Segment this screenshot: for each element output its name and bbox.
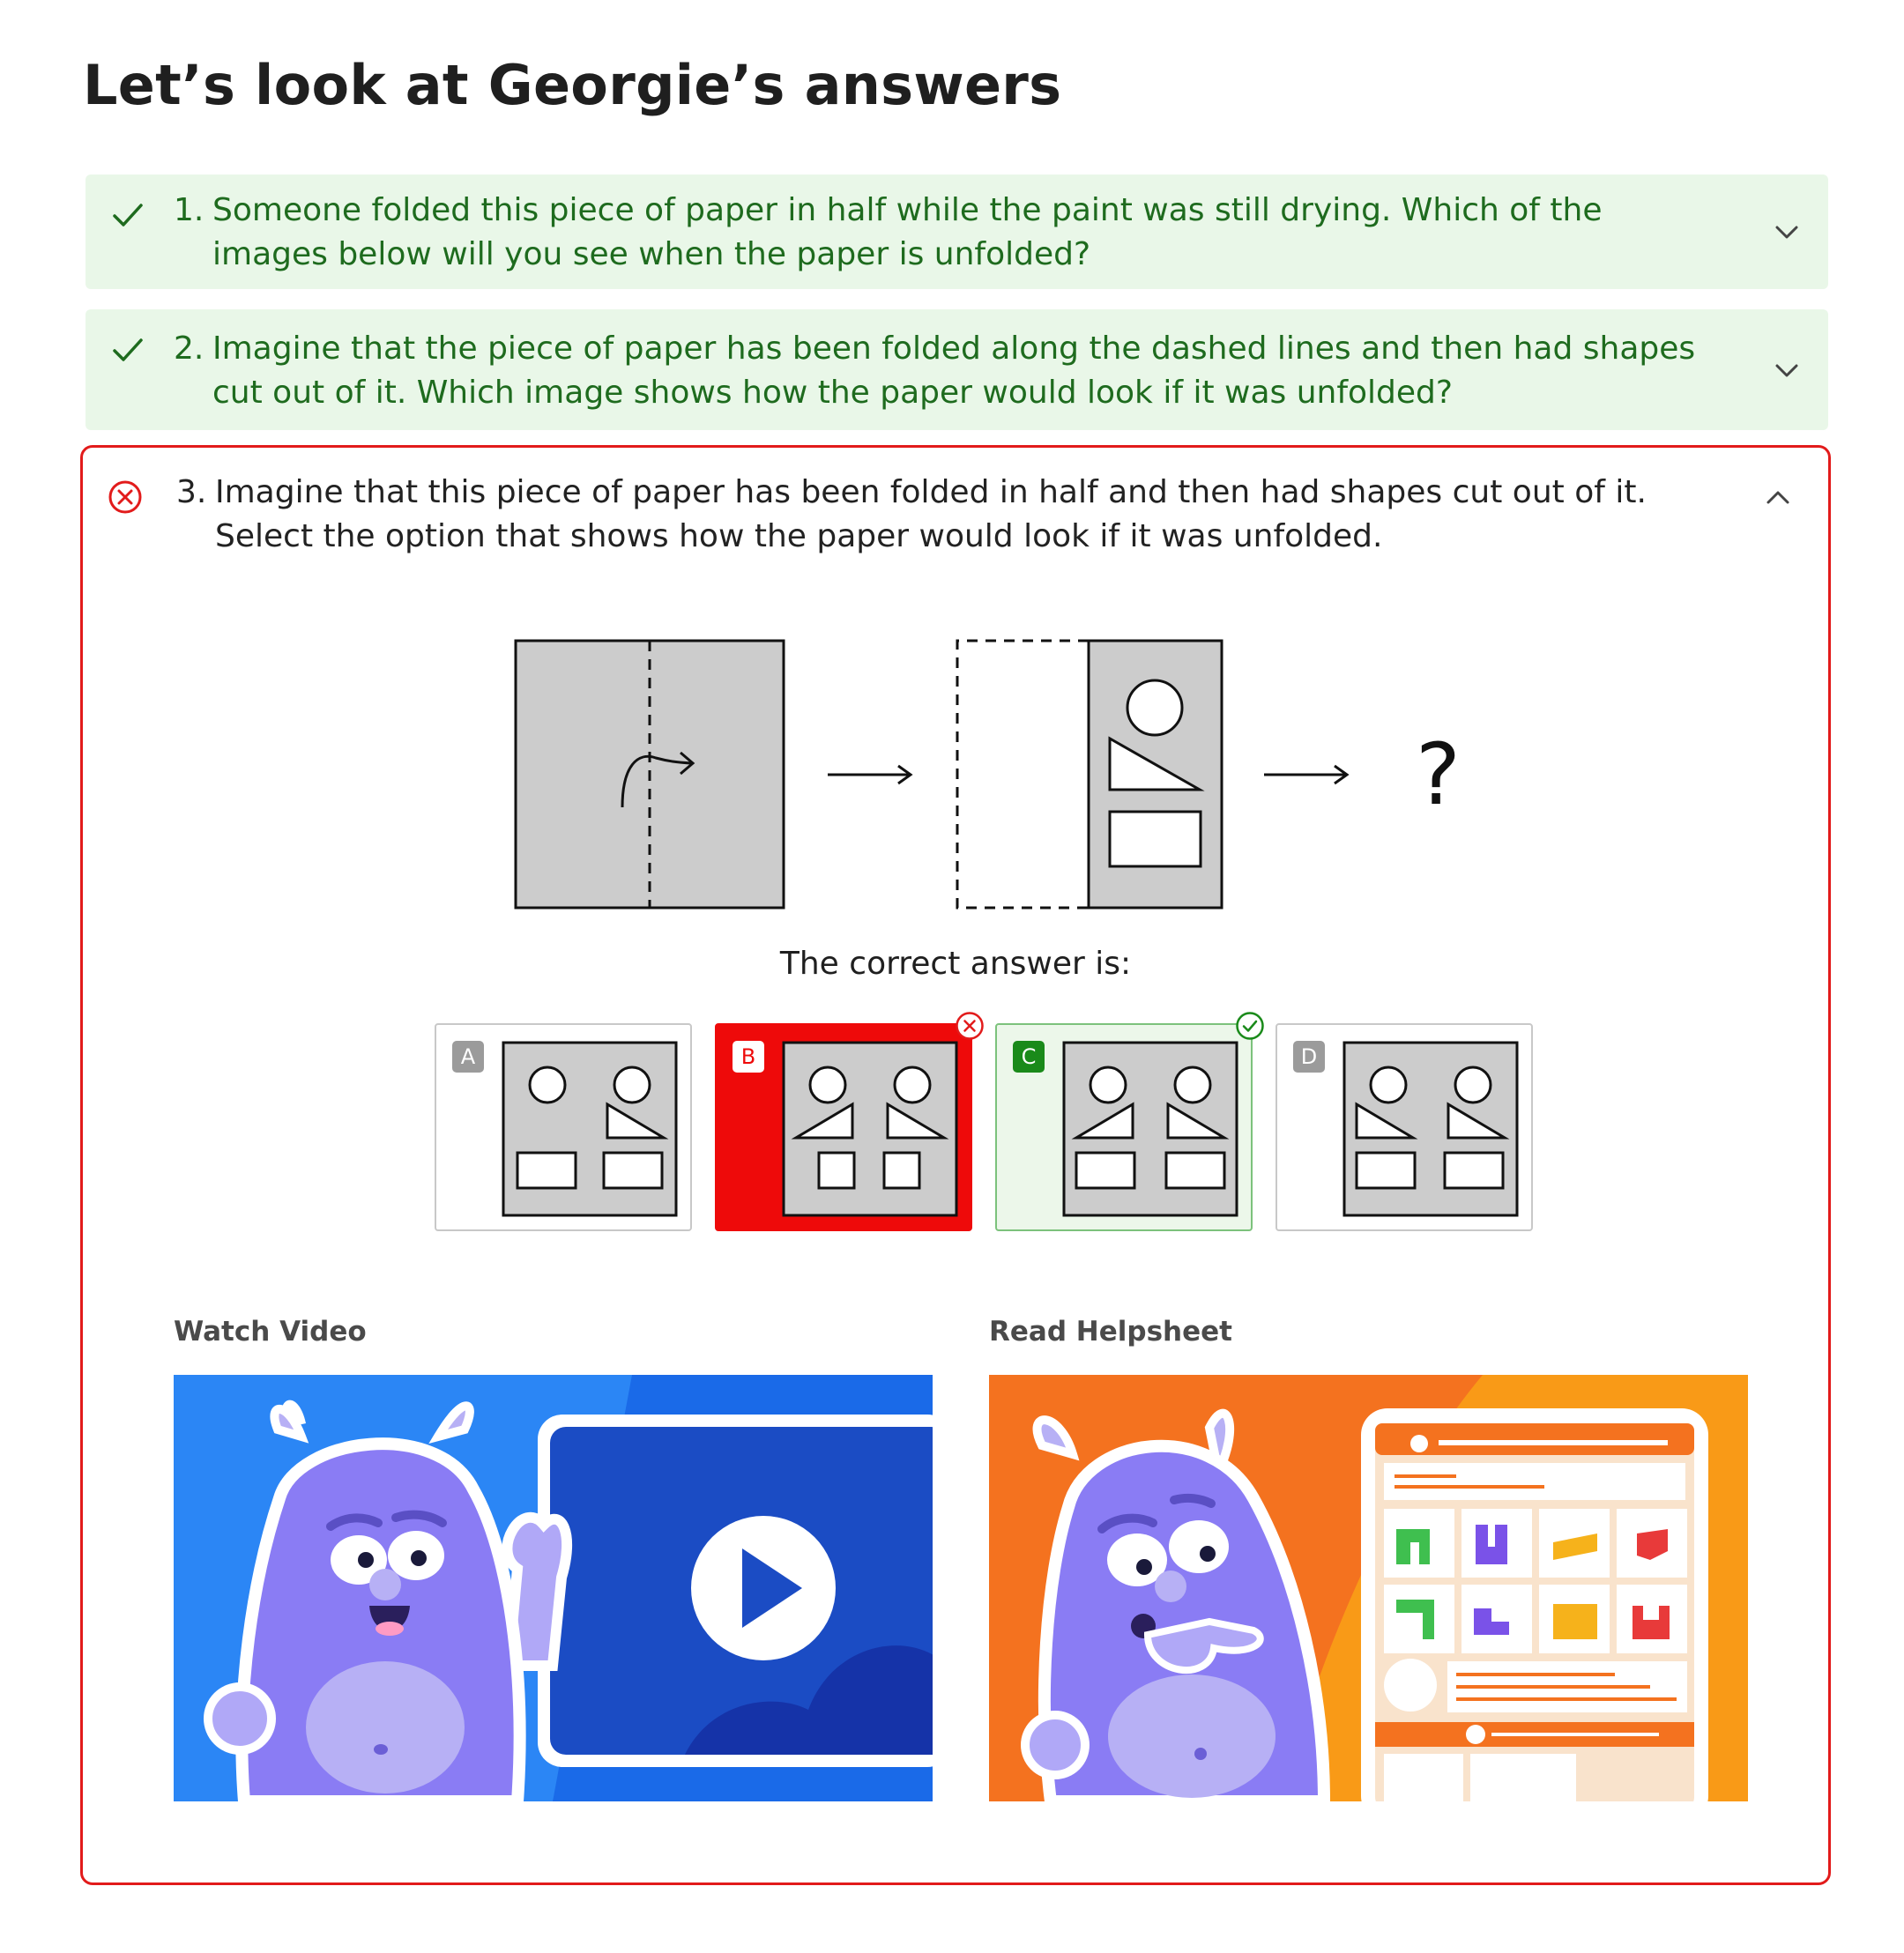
x-circle-icon xyxy=(955,1011,985,1041)
helpsheet-icon xyxy=(1361,1408,1708,1801)
option-c-image xyxy=(1062,1041,1238,1217)
option-letter: D xyxy=(1293,1041,1325,1073)
correct-answer-label: The correct answer is: xyxy=(779,946,1132,982)
check-circle-icon xyxy=(1235,1011,1265,1041)
folding-diagram xyxy=(83,448,1833,941)
answer-option-b[interactable] xyxy=(715,1023,972,1231)
question-mark: ? xyxy=(1416,725,1461,824)
option-d-image xyxy=(1342,1041,1519,1217)
unfolded-paper xyxy=(516,641,784,908)
watch-video-thumbnail[interactable] xyxy=(174,1375,933,1801)
folded-paper xyxy=(957,641,1222,908)
option-letter: A xyxy=(452,1041,484,1073)
question-body: Imagine that this piece of paper has been folded in half and then had shapes cut out of it. Select the option that shows how the paper would look if it was unfolded. xyxy=(215,474,1647,554)
option-a-image xyxy=(502,1041,678,1217)
read-helpsheet-label: Read Helpsheet xyxy=(989,1316,1232,1348)
question-body: Imagine that the piece of paper has been folded along the dashed lines and then had shapes cut out of it. Which image shows how the paper would look if it was unfolded? xyxy=(212,330,1696,411)
chevron-down-icon[interactable] xyxy=(1772,217,1802,247)
question-number: 1. xyxy=(174,192,205,228)
question-1-text xyxy=(174,189,1722,277)
arrow-2 xyxy=(1264,766,1347,783)
check-icon xyxy=(110,197,145,233)
arrow-1 xyxy=(828,766,911,783)
question-body: Someone folded this piece of paper in half while the paint was still drying. Which of the images below will you see when the paper is unfolded? xyxy=(212,192,1603,272)
chevron-down-icon[interactable] xyxy=(1772,355,1802,385)
helpsheet-illustration xyxy=(989,1375,1748,1801)
option-b-image xyxy=(782,1041,958,1217)
answer-option-d[interactable] xyxy=(1276,1023,1533,1231)
option-letter: C xyxy=(1013,1041,1045,1073)
question-number: 3. xyxy=(176,474,207,510)
watch-video-label: Watch Video xyxy=(174,1316,367,1348)
question-1-row[interactable] xyxy=(86,175,1828,289)
video-illustration xyxy=(174,1375,933,1801)
question-number: 2. xyxy=(174,330,205,367)
answer-option-c[interactable] xyxy=(995,1023,1253,1231)
read-helpsheet-thumbnail[interactable] xyxy=(989,1375,1748,1801)
check-icon xyxy=(110,332,145,368)
page-title: Let’s look at Georgie’s answers xyxy=(83,53,1062,117)
play-icon xyxy=(691,1516,836,1660)
question-3-panel xyxy=(80,445,1831,1885)
question-2-text xyxy=(174,327,1722,415)
option-letter: B xyxy=(733,1041,764,1073)
question-2-row[interactable] xyxy=(86,309,1828,430)
answer-option-a[interactable] xyxy=(435,1023,692,1231)
